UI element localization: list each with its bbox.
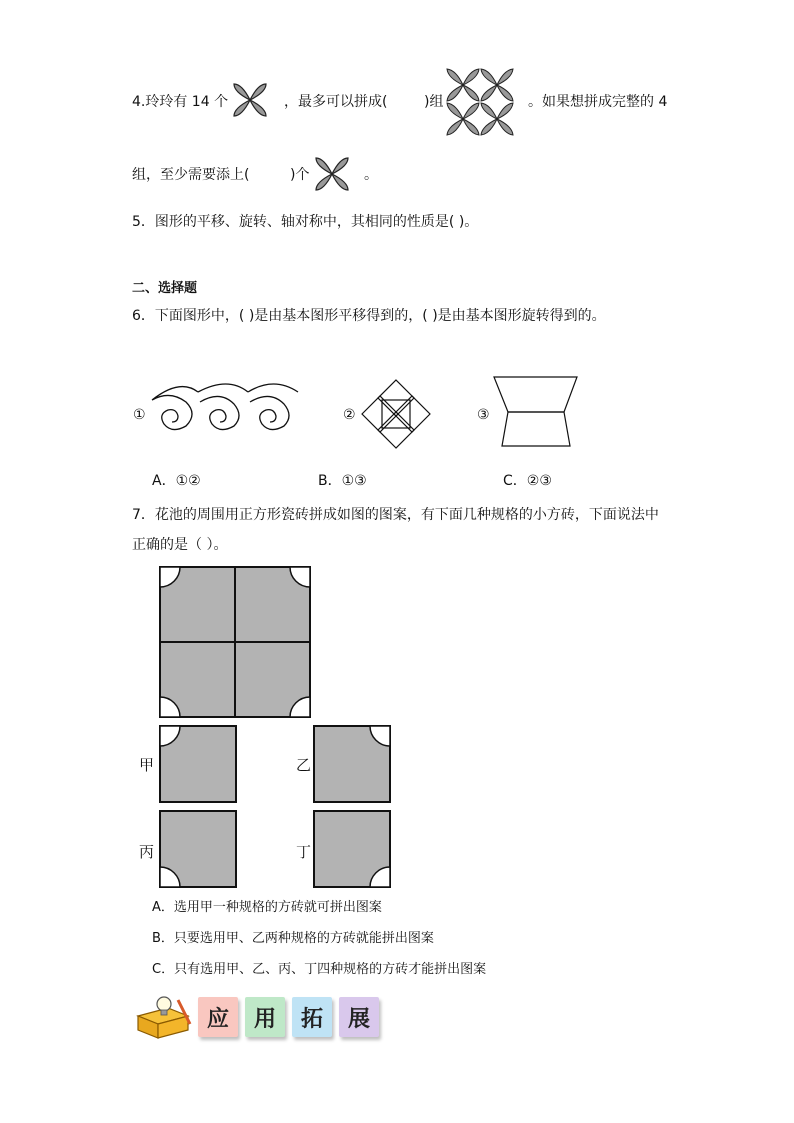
banner-char-tuo: 拓	[292, 997, 332, 1037]
banner-char-yong: 用	[245, 997, 285, 1037]
tile-label-bing: 丙	[139, 843, 155, 861]
q6-fig1-label: ①	[133, 407, 146, 423]
q7-text-line2: 正确的是（ ）。	[132, 537, 228, 553]
q7-option-a[interactable]: A．选用甲一种规格的方砖就可拼出图案	[152, 900, 382, 915]
q6-option-a[interactable]: A．①②	[152, 473, 201, 489]
tile-label-jia: 甲	[139, 756, 155, 774]
banner-char-zhan: 展	[339, 997, 379, 1037]
q7-option-b[interactable]: B．只要选用甲、乙两种规格的方砖就能拼出图案	[152, 931, 434, 946]
q4-text-part4: 。如果想拼成完整的 4	[528, 94, 668, 110]
q4-text-part3: )组	[424, 94, 444, 110]
q4-text-part2: ，最多可以拼成(	[284, 94, 388, 110]
toolbox-lightbulb-icon	[134, 994, 194, 1040]
tile-label-ding: 丁	[296, 843, 312, 861]
q7-option-c[interactable]: C．只有选用甲、乙、丙、丁四种规格的方砖才能拼出图案	[152, 962, 487, 977]
q4-text-part1: 4.玲玲有 14 个	[132, 94, 229, 110]
tile-yi	[313, 725, 391, 803]
q4-text-line2c: 。	[364, 167, 378, 183]
spiral-wave-figure	[150, 380, 300, 440]
q7-text-line1: 7．花池的周围用正方形瓷砖拼成如图的图案，有下面几种规格的小方砖，下面说法中	[132, 507, 659, 523]
q5-text: 5．图形的平移、旋转、轴对称中，其相同的性质是( )。	[132, 214, 479, 230]
tile-label-yi: 乙	[296, 756, 312, 774]
q4-text-line2b: )个	[290, 167, 310, 183]
q6-option-c[interactable]: C．②③	[503, 473, 552, 489]
pinwheel-squares-figure	[360, 378, 432, 450]
banner-char-ying: 应	[198, 997, 238, 1037]
section-title: 二、选择题	[132, 281, 198, 296]
tile-bing	[159, 810, 237, 888]
flower-icon	[314, 156, 350, 192]
flower-bed-pattern	[159, 566, 311, 718]
q6-text: 6．下面图形中，( )是由基本图形平移得到的，( )是由基本图形旋转得到的。	[132, 308, 606, 324]
flower-pattern-group	[446, 68, 514, 136]
tile-jia	[159, 725, 237, 803]
q6-fig2-label: ②	[343, 407, 356, 423]
q4-text-line2a: 组，至少需要添上(	[132, 167, 250, 183]
q6-fig3-label: ③	[477, 407, 490, 423]
flower-icon	[232, 82, 268, 118]
tile-ding	[313, 810, 391, 888]
q6-option-b[interactable]: B．①③	[318, 473, 367, 489]
trapezoid-figure	[494, 376, 578, 448]
